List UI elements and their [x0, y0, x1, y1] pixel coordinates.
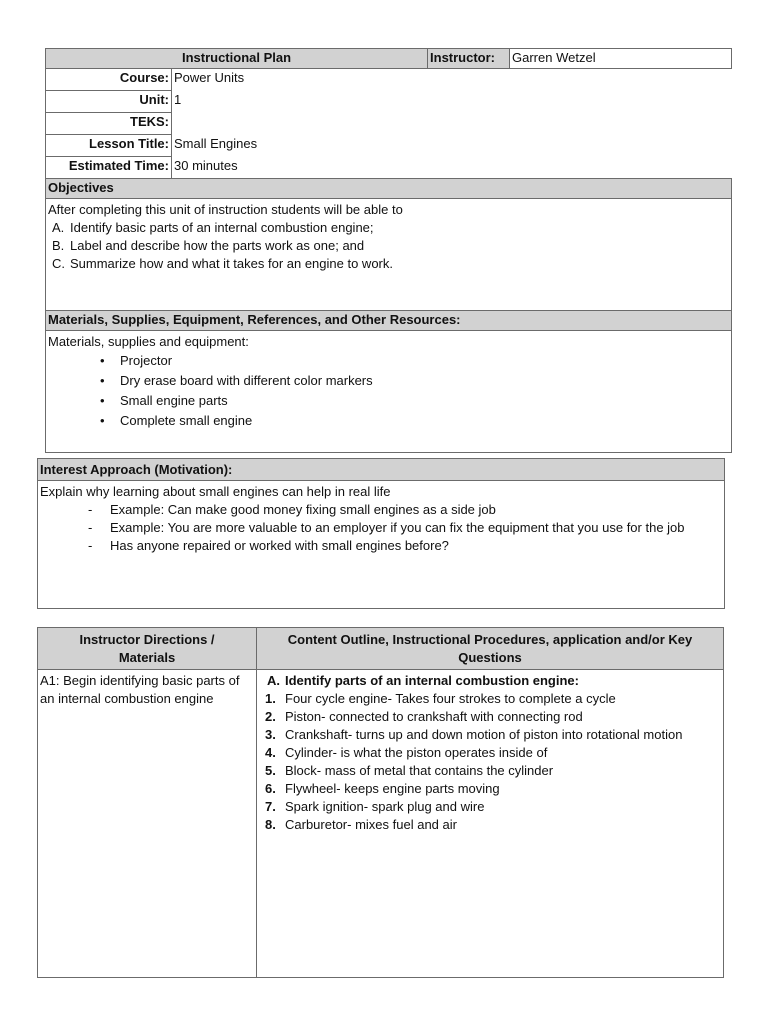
- content-item: 7. Spark ignition- spark plug and wire: [265, 799, 485, 814]
- plan-header: Instructional Plan: [46, 49, 428, 69]
- interest-item: - Example: You are more valuable to an employer if you can fix the equipment that you use for the job: [110, 519, 704, 537]
- content-list: [259, 690, 717, 834]
- estimated-time-value: 30 minutes: [172, 157, 732, 179]
- teks-label: TEKS:: [46, 113, 172, 135]
- objective-item: C. Summarize how and what it takes for an engine to work.: [52, 256, 393, 271]
- material-item: • Dry erase board with different color markers: [120, 371, 729, 391]
- instructor-label: Instructor:: [428, 49, 510, 69]
- interest-list: [40, 501, 704, 555]
- material-item: • Complete small engine: [120, 411, 729, 431]
- directions-header: Instructor Directions / Materials: [38, 628, 257, 670]
- unit-label: Unit:: [46, 91, 172, 113]
- lesson-title-label: Lesson Title:: [46, 135, 172, 157]
- content-header: Content Outline, Instructional Procedures, application and/or Key Questions: [257, 628, 724, 670]
- material-item: • Projector: [120, 351, 729, 371]
- content-item: 6. Flywheel- keeps engine parts moving: [265, 781, 500, 796]
- interest-table: [37, 458, 725, 609]
- material-item: • Small engine parts: [120, 391, 729, 411]
- course-label: Course:: [46, 69, 172, 91]
- teks-value: [172, 113, 732, 135]
- objectives-list: [48, 219, 729, 273]
- course-value: Power Units: [172, 69, 732, 91]
- content-item: 1. Four cycle engine- Takes four strokes to complete a cycle: [265, 691, 616, 706]
- content-item: 3. Crankshaft- turns up and down motion of piston into rotational motion: [265, 727, 683, 742]
- unit-value: 1: [174, 91, 182, 107]
- plan-info-table: [45, 48, 732, 453]
- lesson-title-value: Small Engines: [174, 135, 258, 151]
- direction-cell: A1: Begin identifying basic parts of an internal combustion engine: [38, 670, 257, 978]
- materials-intro: Materials, supplies and equipment:: [48, 334, 249, 349]
- objective-item: B. Label and describe how the parts work as one; and: [52, 238, 365, 253]
- content-cell: [257, 670, 724, 978]
- interest-body: [38, 481, 725, 609]
- interest-intro: Explain why learning about small engines can help in real life: [40, 484, 391, 499]
- interest-header: Interest Approach (Motivation):: [38, 459, 725, 481]
- interest-item: - Has anyone repaired or worked with small engines before?: [110, 537, 704, 555]
- objectives-header: Objectives: [46, 179, 732, 199]
- estimated-time-label: Estimated Time:: [46, 157, 172, 179]
- outline-table: [37, 627, 724, 978]
- content-heading: A. Identify parts of an internal combustion engine:: [267, 673, 579, 688]
- content-item: 2. Piston- connected to crankshaft with connecting rod: [265, 709, 583, 724]
- interest-item: - Example: Can make good money fixing small engines as a side job: [110, 501, 704, 519]
- content-item: 8. Carburetor- mixes fuel and air: [265, 817, 457, 832]
- objectives-intro: After completing this unit of instruction students will be able to: [48, 202, 403, 217]
- content-item: 4. Cylinder- is what the piston operates inside of: [265, 745, 548, 760]
- instructor-value: Garren Wetzel: [510, 49, 732, 69]
- objective-item: A. Identify basic parts of an internal combustion engine;: [52, 220, 374, 235]
- materials-header: Materials, Supplies, Equipment, References, and Other Resources:: [46, 311, 732, 331]
- objectives-body: [46, 199, 732, 311]
- materials-body: [46, 331, 732, 453]
- content-item: 5. Block- mass of metal that contains the cylinder: [265, 763, 554, 778]
- materials-list: [48, 351, 729, 431]
